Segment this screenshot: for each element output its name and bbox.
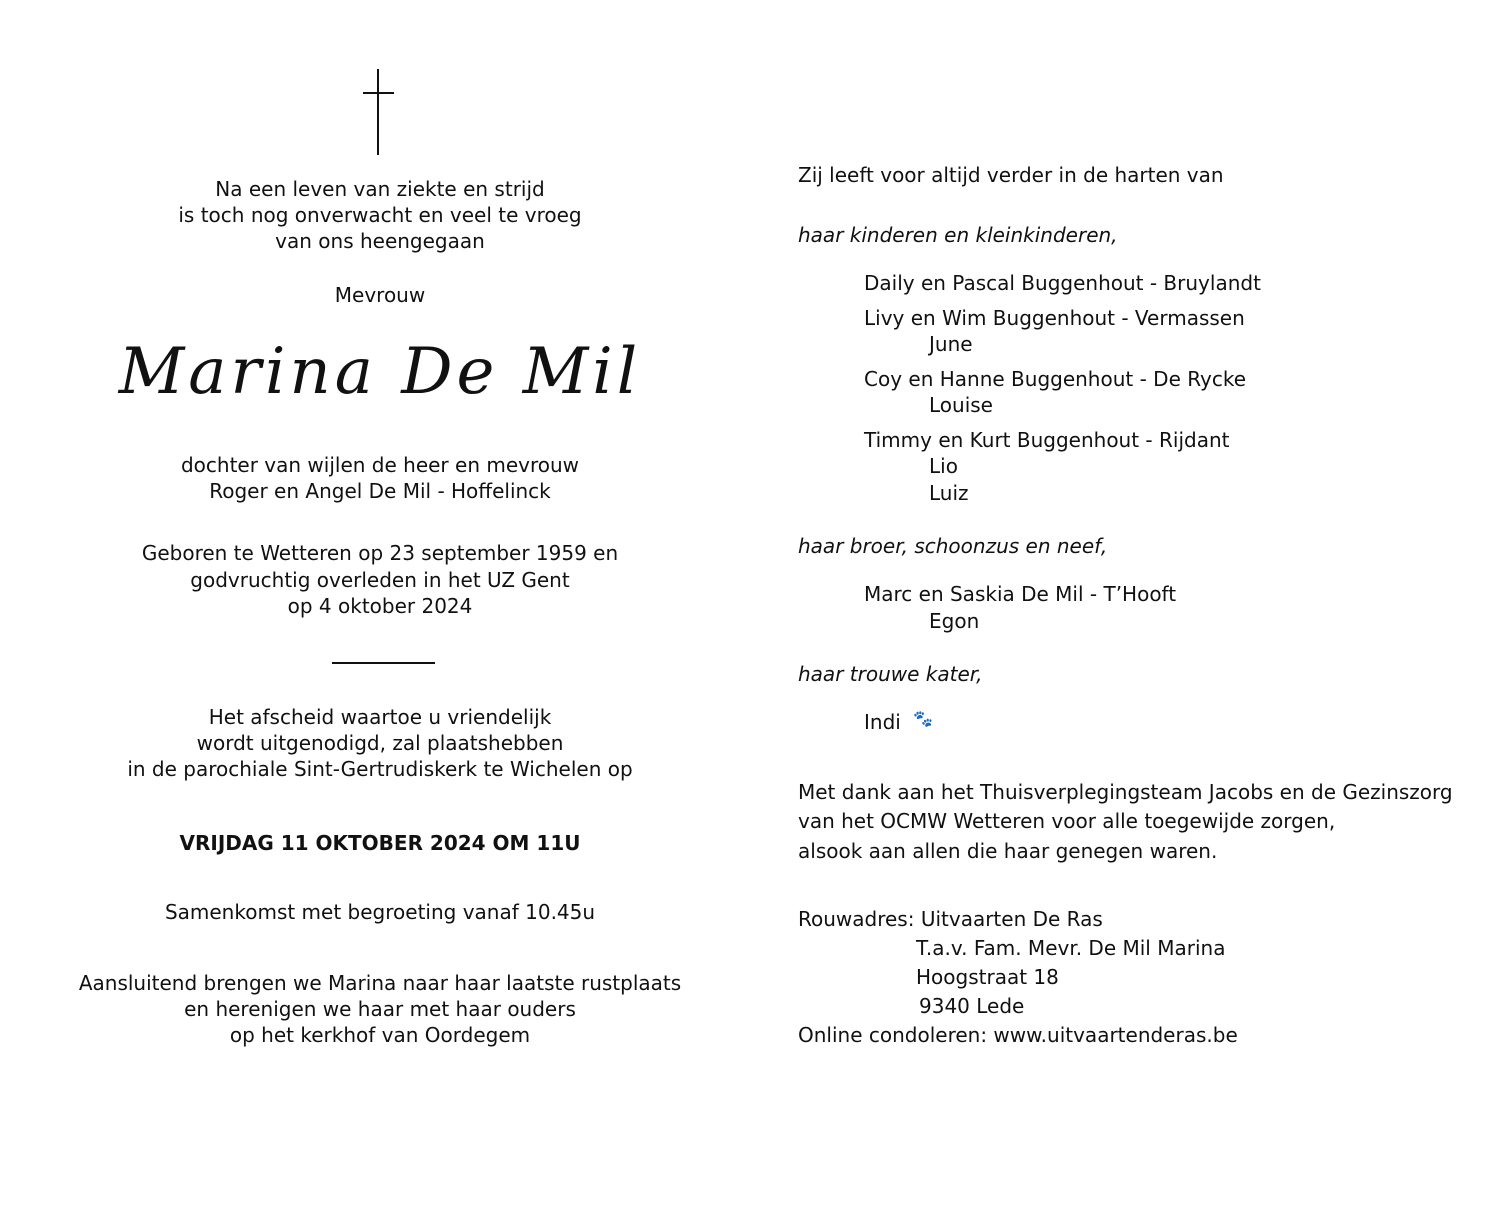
address-line-2: Hoogstraat 18 xyxy=(916,965,1059,989)
child-couple-1: Daily en Pascal Buggenhout - Bruylandt xyxy=(864,271,1261,295)
birth-line-2: godvruchtig overleden in het UZ Gent xyxy=(190,568,570,592)
birth-line-1: Geboren te Wetteren op 23 september 1959 en xyxy=(141,541,619,565)
deceased-name: Marina De Mil xyxy=(118,335,642,409)
grandchild: Louise xyxy=(929,393,993,417)
intro-line-1: Na een leven van ziekte en strijd xyxy=(215,177,545,201)
thanks-line-1: Met dank aan het Thuisverplegingsteam Jacobs en de Gezinszorg xyxy=(798,780,1453,804)
intro-line-2: is toch nog onverwacht en veel te vroeg xyxy=(178,203,582,227)
thanks-line-2: van het OCMW Wetteren voor alle toegewijde zorgen, xyxy=(798,809,1336,833)
parents-line-2: Roger en Angel De Mil - Hoffelinck xyxy=(209,479,551,503)
children-heading: haar kinderen en kleinkinderen, xyxy=(798,223,1118,247)
address-line-1: T.a.v. Fam. Mevr. De Mil Marina xyxy=(916,936,1226,960)
burial-line-3: op het kerkhof van Oordegem xyxy=(229,1023,531,1047)
intro-line-3: van ons heengegaan xyxy=(275,229,485,253)
sibling-couple: Marc en Saskia De Mil - T’Hooft xyxy=(864,582,1177,606)
child-couple-3: Coy en Hanne Buggenhout - De Rycke xyxy=(864,367,1247,391)
burial-line-1: Aansluitend brengen we Marina naar haar laatste rustplaats xyxy=(78,971,682,995)
child-couple-4: Timmy en Kurt Buggenhout - Rijdant xyxy=(864,428,1230,452)
funeral-date: VRIJDAG 11 OKTOBER 2024 OM 11U xyxy=(179,831,581,855)
right-intro: Zij leeft voor altijd verder in de harten van xyxy=(798,163,1224,187)
address-line-3: 9340 Lede xyxy=(919,994,1025,1018)
gathering: Samenkomst met begroeting vanaf 10.45u xyxy=(164,900,596,924)
cat-name: Indi xyxy=(864,710,901,734)
nephew: Egon xyxy=(929,609,980,633)
address-label: Rouwadres: Uitvaarten De Ras xyxy=(798,907,1103,931)
parents-line-1: dochter van wijlen de heer en mevrouw xyxy=(180,453,580,477)
divider xyxy=(332,662,435,664)
invitation-line-2: wordt uitgenodigd, zal plaatshebben xyxy=(196,731,564,755)
grandchild: Lio xyxy=(929,454,958,478)
cat-heading: haar trouwe kater, xyxy=(798,662,983,686)
child-couple-2: Livy en Wim Buggenhout - Vermassen xyxy=(864,306,1245,330)
salutation: Mevrouw xyxy=(334,283,426,307)
sibling-heading: haar broer, schoonzus en neef, xyxy=(798,534,1108,558)
invitation-line-1: Het afscheid waartoe u vriendelijk xyxy=(208,705,552,729)
invitation-line-3: in de parochiale Sint-Gertrudiskerk te Wichelen op xyxy=(127,757,633,781)
online-condolences: Online condoleren: www.uitvaartenderas.be xyxy=(798,1023,1238,1047)
grandchild: June xyxy=(929,332,973,356)
grandchild: Luiz xyxy=(929,481,969,505)
burial-line-2: en herenigen we haar met haar ouders xyxy=(184,997,576,1021)
thanks-line-3: alsook aan allen die haar genegen waren. xyxy=(798,839,1218,863)
birth-line-3: op 4 oktober 2024 xyxy=(287,594,473,618)
